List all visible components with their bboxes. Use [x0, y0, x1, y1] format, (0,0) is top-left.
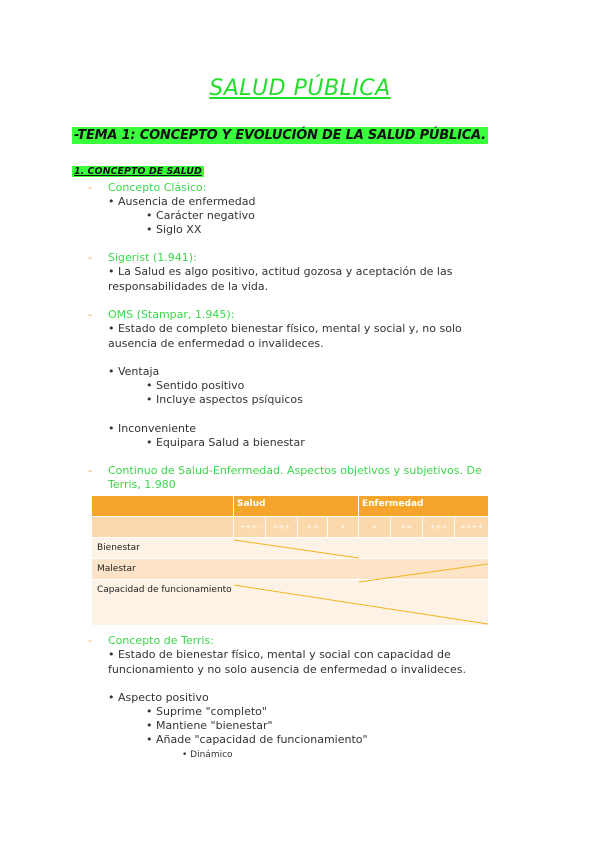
clasico-sub-1: • Carácter negativo: [146, 209, 255, 222]
dash-marker: -: [88, 308, 92, 321]
row-label-capacidad: Capacidad de funcionamiento: [97, 585, 232, 595]
dash-marker: -: [88, 464, 92, 477]
clasico-heading: Concepto Clásico:: [108, 181, 207, 194]
page-title: SALUD PÚBLICA: [209, 76, 391, 101]
terris-aspecto-sub-1: • Suprime "completo": [146, 705, 267, 718]
table-trend-lines: [92, 496, 488, 626]
row-label-bienestar: Bienestar: [97, 543, 140, 553]
continuo-heading-line1: Continuo de Salud-Enfermedad. Aspectos objetivos y subjetivos. De: [108, 464, 482, 477]
section-heading: 1. CONCEPTO DE SALUD: [74, 166, 202, 177]
terris-dinamico: • Dinámico: [182, 750, 233, 760]
scale-cell: +: [328, 517, 359, 537]
oms-text: • Estado de completo bienestar físico, mental y social y, no solo ausencia de enfermedad o invalideces.: [108, 322, 462, 350]
scale-cell: +++-: [234, 517, 266, 537]
trend-line-malestar: [359, 564, 488, 582]
scale-cell: ++++: [459, 523, 484, 531]
tema-heading: -TEMA 1: CONCEPTO Y EVOLUCIÓN DE LA SALUD PÚBLICA.: [74, 128, 486, 143]
oms-heading: OMS (Stampar, 1.945):: [108, 308, 235, 321]
terris-aspecto-sub-3: • Añade "capacidad de funcionamiento": [146, 733, 368, 746]
dash-marker: -: [88, 181, 92, 194]
clasico-sub-2: • Siglo XX: [146, 223, 202, 236]
scale-cell: +++: [423, 517, 455, 537]
dash-marker: -: [88, 634, 92, 647]
oms-ventaja-sub-2: • Incluye aspectos psíquicos: [146, 393, 303, 406]
trend-line-bienestar: [234, 540, 359, 558]
scale-cell: +++: [266, 517, 298, 537]
terris-aspecto-sub-2: • Mantiene "bienestar": [146, 719, 273, 732]
oms-inconveniente-sub-1: • Equipara Salud a bienestar: [146, 436, 305, 449]
scale-cell: +: [359, 517, 391, 537]
dash-marker: -: [88, 251, 92, 264]
oms-ventaja-sub-1: • Sentido positivo: [146, 379, 245, 392]
terris-text: • Estado de bienestar físico, mental y social con capacidad de funcionamiento y no solo ausencia de enfermedad o invalideces.: [108, 648, 466, 676]
oms-inconveniente: • Inconveniente: [108, 422, 197, 435]
continuo-heading-line2: Terris, 1.980: [108, 478, 176, 491]
oms-ventaja: • Ventaja: [108, 365, 160, 378]
scale-cell: ++: [298, 517, 328, 537]
trend-line-capacidad: [234, 585, 488, 624]
table-header-enfermedad: Enfermedad: [362, 499, 424, 509]
sigerist-heading: Sigerist (1.941):: [108, 251, 197, 264]
terris-aspecto: • Aspecto positivo: [108, 691, 209, 704]
row-label-malestar: Malestar: [97, 564, 136, 574]
clasico-item: • Ausencia de enfermedad: [108, 195, 256, 208]
scale-cell: ++: [391, 517, 423, 537]
sigerist-text: • La Salud es algo positivo, actitud gozosa y aceptación de las responsabilidades de la vida.: [108, 265, 453, 293]
table-header-salud: Salud: [234, 496, 359, 516]
terris-heading: Concepto de Terris:: [108, 634, 214, 647]
